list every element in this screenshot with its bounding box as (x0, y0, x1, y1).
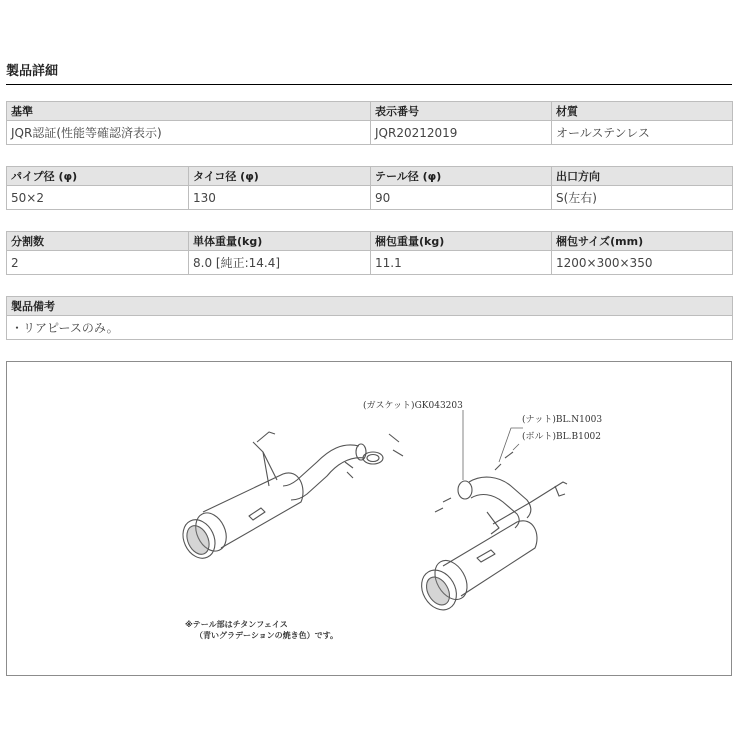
left-gasket-set (345, 434, 403, 478)
value-package-size: 1200×300×350 (552, 251, 733, 275)
header-material: 材質 (552, 102, 733, 121)
spec-table-weights (6, 231, 733, 275)
value-display-number: JQR20212019 (371, 121, 552, 145)
value-pipe-diameter: 50×2 (7, 186, 189, 210)
tail-finish-note (185, 619, 338, 641)
section-title: 製品詳細 (6, 64, 59, 79)
value-tail-diameter: 90 (371, 186, 552, 210)
header-product-remarks: 製品備考 (7, 297, 733, 316)
title-divider (6, 84, 732, 85)
header-unit-weight: 単体重量(kg) (189, 232, 371, 251)
value-muffler-diameter: 130 (189, 186, 371, 210)
header-standard: 基準 (7, 102, 371, 121)
tail-finish-note-line1: ※テール部はチタンフェイス (185, 620, 288, 629)
value-product-remarks: ・リアピースのみ。 (7, 316, 733, 340)
value-standard: JQR認証(性能等確認済表示) (7, 121, 371, 145)
value-material: オールステンレス (552, 121, 733, 145)
spec-table-diameters (6, 166, 733, 210)
value-exit-direction: S(左右) (552, 186, 733, 210)
header-package-weight: 梱包重量(kg) (371, 232, 552, 251)
value-split-count: 2 (7, 251, 189, 275)
value-package-weight: 11.1 (371, 251, 552, 275)
spec-table-remarks (6, 296, 733, 340)
header-split-count: 分割数 (7, 232, 189, 251)
callout-gasket: (ガスケット)GK043203 (363, 401, 463, 411)
header-tail-diameter: テール径 (φ) (371, 167, 552, 186)
callout-nut: (ナット)BL.N1003 (522, 415, 603, 425)
header-exit-direction: 出口方向 (552, 167, 733, 186)
right-bolt-set (435, 452, 513, 512)
header-pipe-diameter: パイプ径 (φ) (7, 167, 189, 186)
tail-finish-note-line2: （青いグラデーションの焼き色）です。 (195, 631, 339, 640)
value-unit-weight: 8.0 [純正:14.4] (189, 251, 371, 275)
header-package-size: 梱包サイズ(mm) (552, 232, 733, 251)
exhaust-diagram (6, 361, 732, 676)
header-muffler-diameter: タイコ径 (φ) (189, 167, 371, 186)
callout-bolt: (ボルト)BL.B1002 (522, 432, 601, 442)
header-display-number: 表示番号 (371, 102, 552, 121)
spec-table-standard (6, 101, 733, 145)
